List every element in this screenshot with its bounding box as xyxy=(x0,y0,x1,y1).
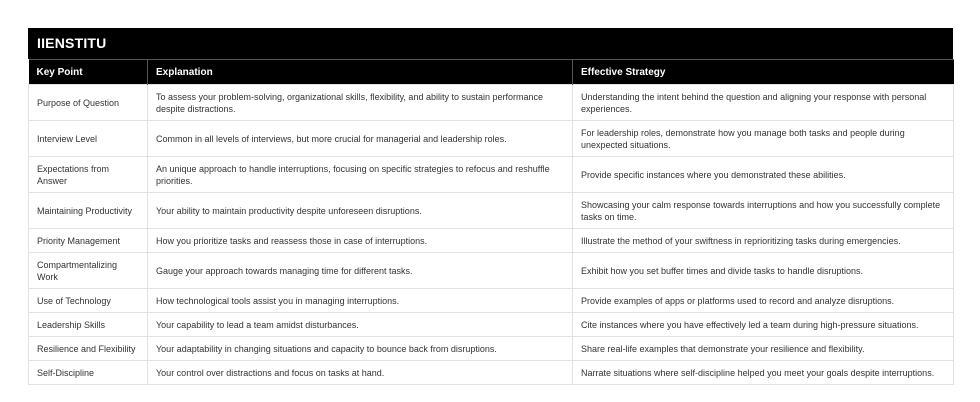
cell-key-point: Maintaining Productivity xyxy=(29,193,148,229)
header-effective-strategy: Effective Strategy xyxy=(573,60,954,85)
table-header-row xyxy=(29,60,954,85)
cell-explanation: Your control over distractions and focus on tasks at hand. xyxy=(148,361,573,385)
table-row xyxy=(29,157,954,193)
cell-strategy: Exhibit how you set buffer times and divide tasks to handle disruptions. xyxy=(573,253,954,289)
cell-key-point: Priority Management xyxy=(29,229,148,253)
cell-explanation: Your capability to lead a team amidst disturbances. xyxy=(148,313,573,337)
table-row xyxy=(29,193,954,229)
table-row xyxy=(29,337,954,361)
cell-strategy: Share real-life examples that demonstrate your resilience and flexibility. xyxy=(573,337,954,361)
cell-explanation: How technological tools assist you in managing interruptions. xyxy=(148,289,573,313)
cell-explanation: Gauge your approach towards managing time for different tasks. xyxy=(148,253,573,289)
cell-key-point: Resilience and Flexibility xyxy=(29,337,148,361)
table-row xyxy=(29,361,954,385)
header-key-point: Key Point xyxy=(29,60,148,85)
table-row xyxy=(29,85,954,121)
table-container xyxy=(28,28,953,385)
cell-explanation: To assess your problem-solving, organizational skills, flexibility, and ability to sustain performance despite distractions. xyxy=(148,85,573,121)
cell-key-point: Expectations from Answer xyxy=(29,157,148,193)
table-row xyxy=(29,289,954,313)
cell-explanation: How you prioritize tasks and reassess those in case of interruptions. xyxy=(148,229,573,253)
cell-strategy: Provide specific instances where you demonstrated these abilities. xyxy=(573,157,954,193)
cell-strategy: Showcasing your calm response towards interruptions and how you successfully complete tasks on time. xyxy=(573,193,954,229)
cell-key-point: Use of Technology xyxy=(29,289,148,313)
cell-key-point: Interview Level xyxy=(29,121,148,157)
cell-strategy: Understanding the intent behind the question and aligning your response with personal experiences. xyxy=(573,85,954,121)
table-row xyxy=(29,313,954,337)
cell-strategy: Illustrate the method of your swiftness in reprioritizing tasks during emergencies. xyxy=(573,229,954,253)
header-explanation: Explanation xyxy=(148,60,573,85)
cell-strategy: Cite instances where you have effectively led a team during high-pressure situations. xyxy=(573,313,954,337)
cell-key-point: Compartmentalizing Work xyxy=(29,253,148,289)
table-row xyxy=(29,121,954,157)
cell-key-point: Self-Discipline xyxy=(29,361,148,385)
table-row xyxy=(29,253,954,289)
cell-explanation: Your ability to maintain productivity despite unforeseen disruptions. xyxy=(148,193,573,229)
cell-explanation: Your adaptability in changing situations and capacity to bounce back from disruptions. xyxy=(148,337,573,361)
cell-strategy: For leadership roles, demonstrate how you manage both tasks and people during unexpected situations. xyxy=(573,121,954,157)
cell-strategy: Narrate situations where self-discipline helped you meet your goals despite interruptions. xyxy=(573,361,954,385)
key-points-table xyxy=(28,59,954,385)
cell-explanation: Common in all levels of interviews, but more crucial for managerial and leadership roles. xyxy=(148,121,573,157)
cell-strategy: Provide examples of apps or platforms used to record and analyze disruptions. xyxy=(573,289,954,313)
brand-title: IIENSTITU xyxy=(28,28,953,59)
cell-key-point: Purpose of Question xyxy=(29,85,148,121)
cell-key-point: Leadership Skills xyxy=(29,313,148,337)
table-row xyxy=(29,229,954,253)
cell-explanation: An unique approach to handle interruptions, focusing on specific strategies to refocus and reshuffle priorities. xyxy=(148,157,573,193)
